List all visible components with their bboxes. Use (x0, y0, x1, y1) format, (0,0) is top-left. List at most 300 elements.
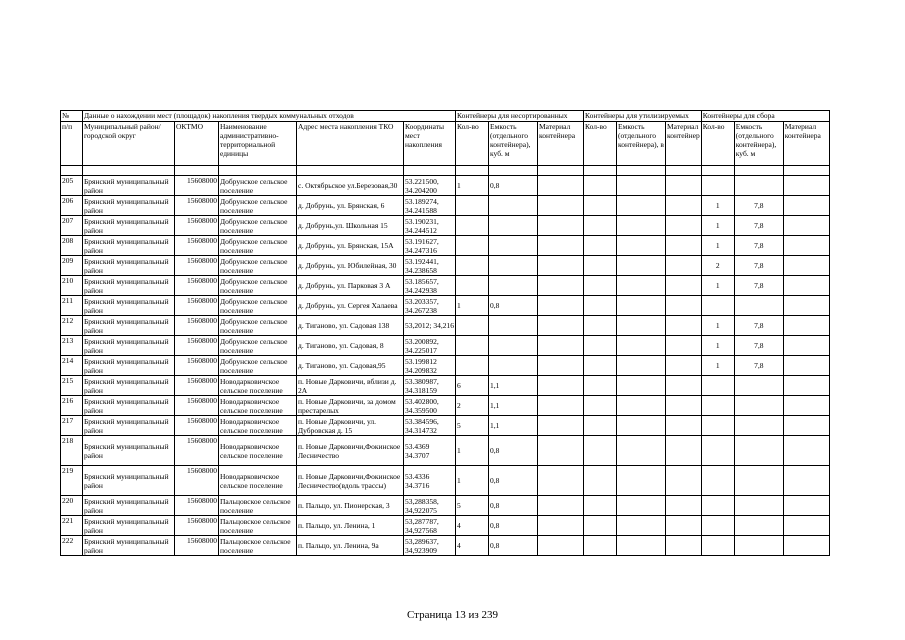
header-col-material-3: Материал контейнера (783, 122, 829, 166)
recycle-count-cell (584, 516, 617, 536)
collect-capacity-cell (734, 516, 783, 536)
settlement-cell: Добрунское сельское поселение (219, 196, 297, 216)
collect-count-cell (701, 536, 734, 556)
spacer-cell (175, 166, 219, 176)
table-row (61, 376, 830, 396)
unsorted-capacity-cell (489, 216, 538, 236)
district-cell: Брянский муниципальный район (83, 196, 175, 216)
coords-cell: 53.199812 34.209832 (404, 356, 456, 376)
table-row (61, 296, 830, 316)
collect-material-cell (783, 466, 829, 496)
coords-cell: 53.192441, 34.238658 (404, 256, 456, 276)
header-col-count-2: Кол-во (584, 122, 617, 166)
coords-cell: 53,288358, 34,922075 (404, 496, 456, 516)
collect-count-cell (701, 516, 734, 536)
collect-capacity-cell: 7,8 (734, 216, 783, 236)
collect-count-cell (701, 416, 734, 436)
row-number: 205 (61, 176, 83, 196)
unsorted-material-cell (538, 536, 584, 556)
recycle-count-cell (584, 236, 617, 256)
settlement-cell: Добрунское сельское поселение (219, 296, 297, 316)
header-col-num: п/п (61, 122, 83, 166)
header-spacer-row (61, 166, 830, 176)
unsorted-capacity-cell (489, 336, 538, 356)
table-row (61, 516, 830, 536)
oktmo-cell: 15608000 (175, 276, 219, 296)
row-number: 216 (61, 396, 83, 416)
spacer-cell (61, 166, 83, 176)
collect-material-cell (783, 536, 829, 556)
unsorted-count-cell (456, 196, 489, 216)
settlement-cell: Пальцовское сельское поселение (219, 536, 297, 556)
table-row (61, 536, 830, 556)
oktmo-cell: 15608000 (175, 516, 219, 536)
settlement-cell: Добрунское сельское поселение (219, 336, 297, 356)
recycle-count-cell (584, 296, 617, 316)
recycle-capacity-cell (617, 436, 666, 466)
address-cell: д. Добрунь, ул. Сергея Халаева (297, 296, 404, 316)
recycle-count-cell (584, 536, 617, 556)
row-number: 219 (61, 466, 83, 496)
recycle-count-cell (584, 416, 617, 436)
row-number: 208 (61, 236, 83, 256)
collect-material-cell (783, 336, 829, 356)
collect-count-cell: 1 (701, 336, 734, 356)
recycle-count-cell (584, 496, 617, 516)
collect-material-cell (783, 236, 829, 256)
header-columns-row (61, 122, 830, 166)
collect-material-cell (783, 276, 829, 296)
collect-capacity-cell: 7,8 (734, 276, 783, 296)
address-cell: п. Пальцо, ул. Ленина, 1 (297, 516, 404, 536)
collect-count-cell (701, 376, 734, 396)
district-cell: Брянский муниципальный район (83, 396, 175, 416)
collect-material-cell (783, 396, 829, 416)
unsorted-capacity-cell (489, 236, 538, 256)
collect-count-cell: 1 (701, 276, 734, 296)
collect-count-cell (701, 466, 734, 496)
recycle-material-cell (666, 536, 702, 556)
spacer-cell (584, 166, 617, 176)
table-row (61, 236, 830, 256)
collect-material-cell (783, 496, 829, 516)
recycle-count-cell (584, 436, 617, 466)
collect-material-cell (783, 356, 829, 376)
unsorted-material-cell (538, 376, 584, 396)
recycle-material-cell (666, 466, 702, 496)
recycle-capacity-cell (617, 196, 666, 216)
oktmo-cell: 15608000 (175, 216, 219, 236)
collect-capacity-cell (734, 176, 783, 196)
collect-count-cell: 1 (701, 316, 734, 336)
recycle-material-cell (666, 496, 702, 516)
oktmo-cell: 15608000 (175, 396, 219, 416)
recycle-material-cell (666, 516, 702, 536)
recycle-capacity-cell (617, 236, 666, 256)
row-number: 220 (61, 496, 83, 516)
settlement-cell: Пальцовское сельское поселение (219, 516, 297, 536)
unsorted-material-cell (538, 496, 584, 516)
recycle-capacity-cell (617, 416, 666, 436)
collect-capacity-cell (734, 496, 783, 516)
registry-table-container (60, 110, 830, 556)
unsorted-count-cell (456, 356, 489, 376)
header-collect-group: Контейнеры для сбора (701, 111, 829, 122)
row-number: 213 (61, 336, 83, 356)
unsorted-count-cell (456, 316, 489, 336)
coords-cell: 53.191627, 34.247316 (404, 236, 456, 256)
row-number: 212 (61, 316, 83, 336)
unsorted-count-cell (456, 276, 489, 296)
header-col-material-2: Материал контейнер (666, 122, 702, 166)
settlement-cell: Новодарковичское сельское поселение (219, 466, 297, 496)
district-cell: Брянский муниципальный район (83, 376, 175, 396)
unsorted-material-cell (538, 356, 584, 376)
table-row (61, 276, 830, 296)
collect-capacity-cell (734, 436, 783, 466)
unsorted-count-cell: 5 (456, 416, 489, 436)
recycle-count-cell (584, 316, 617, 336)
collect-capacity-cell (734, 466, 783, 496)
district-cell: Брянский муниципальный район (83, 536, 175, 556)
collect-count-cell (701, 396, 734, 416)
unsorted-count-cell: 6 (456, 376, 489, 396)
unsorted-count-cell: 1 (456, 436, 489, 466)
header-col-address: Адрес места накопления ТКО (297, 122, 404, 166)
address-cell: д. Добрунь, ул. Парковая 3 А (297, 276, 404, 296)
recycle-count-cell (584, 396, 617, 416)
recycle-capacity-cell (617, 176, 666, 196)
address-cell: д. Добрунь,ул. Школьная 15 (297, 216, 404, 236)
spacer-cell (404, 166, 456, 176)
oktmo-cell: 15608000 (175, 176, 219, 196)
page-counter: Страница 13 из 239 (406, 609, 499, 621)
recycle-count-cell (584, 196, 617, 216)
table-row (61, 466, 830, 496)
row-number: 214 (61, 356, 83, 376)
recycle-capacity-cell (617, 376, 666, 396)
table-row (61, 396, 830, 416)
table-row (61, 316, 830, 336)
settlement-cell: Добрунское сельское поселение (219, 256, 297, 276)
unsorted-capacity-cell (489, 316, 538, 336)
oktmo-cell: 15608000 (175, 256, 219, 276)
spacer-cell (734, 166, 783, 176)
recycle-count-cell (584, 256, 617, 276)
coords-cell: 53.190231, 34.244512 (404, 216, 456, 236)
recycle-count-cell (584, 376, 617, 396)
district-cell: Брянский муниципальный район (83, 436, 175, 466)
unsorted-count-cell: 1 (456, 176, 489, 196)
table-body (61, 176, 830, 556)
collect-count-cell: 2 (701, 256, 734, 276)
unsorted-count-cell: 2 (456, 396, 489, 416)
recycle-material-cell (666, 276, 702, 296)
table-row (61, 436, 830, 466)
recycle-capacity-cell (617, 256, 666, 276)
settlement-cell: Добрунское сельское поселение (219, 316, 297, 336)
settlement-cell: Добрунское сельское поселение (219, 216, 297, 236)
registry-table (60, 110, 830, 556)
recycle-material-cell (666, 216, 702, 236)
address-cell: п. Новые Дарковичи, за домом престарелых (297, 396, 404, 416)
settlement-cell: Добрунское сельское поселение (219, 176, 297, 196)
table-row (61, 416, 830, 436)
district-cell: Брянский муниципальный район (83, 296, 175, 316)
collect-material-cell (783, 316, 829, 336)
collect-material-cell (783, 516, 829, 536)
row-number: 207 (61, 216, 83, 236)
collect-material-cell (783, 436, 829, 466)
collect-count-cell: 1 (701, 196, 734, 216)
unsorted-count-cell (456, 256, 489, 276)
district-cell: Брянский муниципальный район (83, 216, 175, 236)
district-cell: Брянский муниципальный район (83, 336, 175, 356)
unsorted-capacity-cell: 0,8 (489, 466, 538, 496)
collect-material-cell (783, 256, 829, 276)
unsorted-material-cell (538, 316, 584, 336)
unsorted-material-cell (538, 296, 584, 316)
header-location-group: Данные о нахождении мест (площадок) накопления твердых коммунальных отходов (83, 111, 456, 122)
settlement-cell: Новодарковичское сельское поселение (219, 376, 297, 396)
collect-count-cell (701, 436, 734, 466)
collect-capacity-cell (734, 376, 783, 396)
address-cell: д. Добрунь, ул. Юбилейная, 30 (297, 256, 404, 276)
oktmo-cell: 15608000 (175, 436, 219, 466)
collect-capacity-cell: 7,8 (734, 196, 783, 216)
table-row (61, 196, 830, 216)
oktmo-cell: 15608000 (175, 356, 219, 376)
oktmo-cell: 15608000 (175, 466, 219, 496)
coords-cell: 53,2012; 34,216 (404, 316, 456, 336)
collect-capacity-cell (734, 536, 783, 556)
recycle-material-cell (666, 196, 702, 216)
header-col-oktmo: ОКТМО (175, 122, 219, 166)
collect-material-cell (783, 376, 829, 396)
header-col-coords: Координаты мест накопления (404, 122, 456, 166)
unsorted-capacity-cell (489, 256, 538, 276)
recycle-capacity-cell (617, 396, 666, 416)
collect-material-cell (783, 216, 829, 236)
row-number: 218 (61, 436, 83, 466)
row-number: 210 (61, 276, 83, 296)
spacer-cell (297, 166, 404, 176)
oktmo-cell: 15608000 (175, 536, 219, 556)
spacer-cell (219, 166, 297, 176)
spacer-cell (456, 166, 489, 176)
coords-cell: 53.4369 34.3707 (404, 436, 456, 466)
header-col-district: Муниципальный район/городской округ (83, 122, 175, 166)
recycle-capacity-cell (617, 296, 666, 316)
oktmo-cell: 15608000 (175, 236, 219, 256)
header-no: № (61, 111, 83, 122)
header-col-material-1: Материал контейнера (538, 122, 584, 166)
unsorted-capacity-cell (489, 196, 538, 216)
district-cell: Брянский муниципальный район (83, 516, 175, 536)
table-row (61, 356, 830, 376)
recycle-material-cell (666, 396, 702, 416)
recycle-material-cell (666, 376, 702, 396)
settlement-cell: Добрунское сельское поселение (219, 276, 297, 296)
unsorted-material-cell (538, 216, 584, 236)
header-col-capacity-2: Емкость (отдельного контейнера), в (617, 122, 666, 166)
recycle-material-cell (666, 236, 702, 256)
unsorted-capacity-cell: 0,8 (489, 176, 538, 196)
recycle-material-cell (666, 296, 702, 316)
row-number: 221 (61, 516, 83, 536)
recycle-material-cell (666, 356, 702, 376)
unsorted-material-cell (538, 396, 584, 416)
recycle-count-cell (584, 276, 617, 296)
settlement-cell: Новодарковичское сельское поселение (219, 396, 297, 416)
recycle-material-cell (666, 416, 702, 436)
coords-cell: 53.402800, 34.359500 (404, 396, 456, 416)
oktmo-cell: 15608000 (175, 496, 219, 516)
settlement-cell: Новодарковичское сельское поселение (219, 416, 297, 436)
coords-cell: 53.200892, 34.225017 (404, 336, 456, 356)
recycle-capacity-cell (617, 496, 666, 516)
recycle-material-cell (666, 256, 702, 276)
address-cell: п. Новые Дарковичи,Фокинское Лесничество(вдоль трассы) (297, 466, 404, 496)
address-cell: д. Тиганово, ул. Садовая, 8 (297, 336, 404, 356)
table-row (61, 176, 830, 196)
recycle-count-cell (584, 356, 617, 376)
spacer-cell (489, 166, 538, 176)
unsorted-material-cell (538, 516, 584, 536)
address-cell: д. Добрунь, ул. Брянская, 15А (297, 236, 404, 256)
coords-cell: 53.221500, 34.204200 (404, 176, 456, 196)
recycle-capacity-cell (617, 466, 666, 496)
collect-capacity-cell: 7,8 (734, 236, 783, 256)
collect-count-cell (701, 176, 734, 196)
unsorted-count-cell (456, 336, 489, 356)
coords-cell: 53.4336 34.3716 (404, 466, 456, 496)
recycle-capacity-cell (617, 356, 666, 376)
coords-cell: 53.189274, 34.241588 (404, 196, 456, 216)
district-cell: Брянский муниципальный район (83, 176, 175, 196)
header-group-row (61, 111, 830, 122)
unsorted-capacity-cell: 0,8 (489, 496, 538, 516)
address-cell: п. Пальцо, ул. Пионерская, 3 (297, 496, 404, 516)
collect-material-cell (783, 176, 829, 196)
address-cell: п. Пальцо, ул. Ленина, 9а (297, 536, 404, 556)
collect-count-cell: 1 (701, 216, 734, 236)
recycle-material-cell (666, 336, 702, 356)
recycle-capacity-cell (617, 216, 666, 236)
oktmo-cell: 15608000 (175, 296, 219, 316)
unsorted-material-cell (538, 336, 584, 356)
collect-material-cell (783, 416, 829, 436)
table-row (61, 336, 830, 356)
coords-cell: 53.384596, 34.314732 (404, 416, 456, 436)
spacer-cell (83, 166, 175, 176)
oktmo-cell: 15608000 (175, 416, 219, 436)
recycle-capacity-cell (617, 336, 666, 356)
oktmo-cell: 15608000 (175, 316, 219, 336)
coords-cell: 53,289637, 34,923909 (404, 536, 456, 556)
collect-capacity-cell (734, 416, 783, 436)
unsorted-capacity-cell (489, 356, 538, 376)
header-col-settlement: Наименование административно-территориальной единицы (219, 122, 297, 166)
collect-count-cell: 1 (701, 356, 734, 376)
unsorted-material-cell (538, 196, 584, 216)
unsorted-count-cell (456, 216, 489, 236)
unsorted-capacity-cell: 1,1 (489, 396, 538, 416)
recycle-capacity-cell (617, 536, 666, 556)
collect-material-cell (783, 296, 829, 316)
district-cell: Брянский муниципальный район (83, 416, 175, 436)
row-number: 215 (61, 376, 83, 396)
coords-cell: 53.203357, 34.267238 (404, 296, 456, 316)
table-row (61, 256, 830, 276)
header-unsorted-group: Контейнеры для несортированных (456, 111, 584, 122)
header-col-capacity-1: Емкость (отдельного контейнера), куб. м (489, 122, 538, 166)
unsorted-count-cell: 1 (456, 296, 489, 316)
unsorted-capacity-cell: 0,8 (489, 516, 538, 536)
unsorted-material-cell (538, 256, 584, 276)
row-number: 206 (61, 196, 83, 216)
settlement-cell: Добрунское сельское поселение (219, 356, 297, 376)
address-cell: д. Тиганово, ул. Садовая,95 (297, 356, 404, 376)
header-col-count-3: Кол-во (701, 122, 734, 166)
oktmo-cell: 15608000 (175, 336, 219, 356)
table-row (61, 216, 830, 236)
collect-capacity-cell: 7,8 (734, 336, 783, 356)
coords-cell: 53,287787, 34,927568 (404, 516, 456, 536)
unsorted-count-cell: 4 (456, 516, 489, 536)
unsorted-capacity-cell: 1,1 (489, 376, 538, 396)
collect-count-cell (701, 496, 734, 516)
address-cell: с. Октябрьское ул.Березовая,30 (297, 176, 404, 196)
table-row (61, 496, 830, 516)
settlement-cell: Новодарковичское сельское поселение (219, 436, 297, 466)
spacer-cell (617, 166, 666, 176)
recycle-capacity-cell (617, 276, 666, 296)
row-number: 211 (61, 296, 83, 316)
unsorted-count-cell: 5 (456, 496, 489, 516)
settlement-cell: Пальцовское сельское поселение (219, 496, 297, 516)
spacer-cell (538, 166, 584, 176)
address-cell: д. Добрунь, ул. Брянская, 6 (297, 196, 404, 216)
row-number: 222 (61, 536, 83, 556)
oktmo-cell: 15608000 (175, 196, 219, 216)
address-cell: п. Новые Дарковичи, ул. Дубровская д. 15 (297, 416, 404, 436)
collect-capacity-cell: 7,8 (734, 316, 783, 336)
district-cell: Брянский муниципальный район (83, 256, 175, 276)
unsorted-capacity-cell: 0,8 (489, 536, 538, 556)
collect-count-cell (701, 296, 734, 316)
recycle-capacity-cell (617, 516, 666, 536)
district-cell: Брянский муниципальный район (83, 276, 175, 296)
unsorted-capacity-cell (489, 276, 538, 296)
recycle-count-cell (584, 176, 617, 196)
collect-capacity-cell (734, 396, 783, 416)
unsorted-count-cell (456, 236, 489, 256)
spacer-cell (783, 166, 829, 176)
unsorted-capacity-cell: 0,8 (489, 436, 538, 466)
unsorted-capacity-cell: 0,8 (489, 296, 538, 316)
district-cell: Брянский муниципальный район (83, 496, 175, 516)
recycle-material-cell (666, 316, 702, 336)
recycle-count-cell (584, 336, 617, 356)
settlement-cell: Добрунское сельское поселение (219, 236, 297, 256)
recycle-capacity-cell (617, 316, 666, 336)
header-col-count-1: Кол-во (456, 122, 489, 166)
collect-capacity-cell: 7,8 (734, 356, 783, 376)
unsorted-material-cell (538, 466, 584, 496)
unsorted-material-cell (538, 276, 584, 296)
collect-capacity-cell: 7,8 (734, 256, 783, 276)
